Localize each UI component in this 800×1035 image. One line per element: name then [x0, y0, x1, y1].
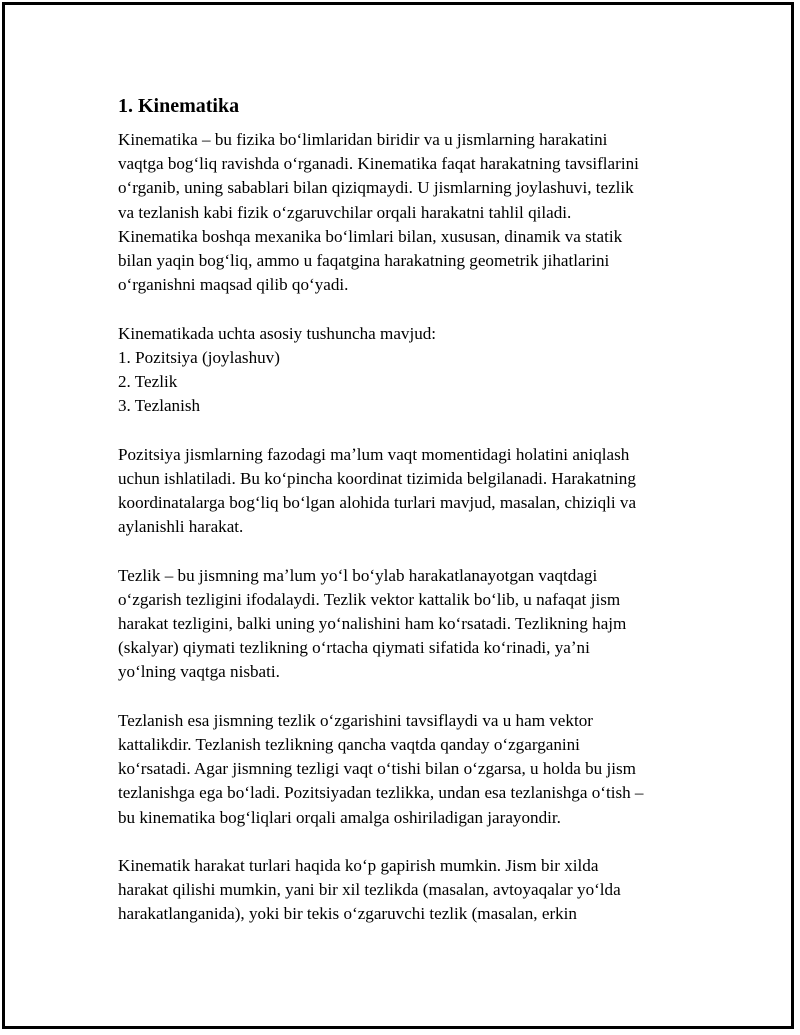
text-line: harakatlanganida), yoki bir tekis oʻzgaruvchi tezlik (masalan, erkin — [118, 904, 577, 924]
paragraph-concepts-list — [118, 322, 698, 419]
paragraph-intro — [118, 128, 698, 297]
text-line: vaqtga bogʻliq ravishda oʻrganadi. Kinematika faqat harakatning tavsiflarini — [118, 154, 639, 174]
text-line: Kinematik harakat turlari haqida koʻp gapirish mumkin. Jism bir xilda — [118, 856, 599, 876]
list-item: 3. Tezlanish — [118, 396, 201, 416]
text-line: va tezlanish kabi fizik oʻzgaruvchilar orqali harakatni tahlil qiladi. — [118, 202, 572, 222]
paragraph-velocity — [118, 564, 698, 685]
text-line: aylanishli harakat. — [118, 517, 244, 537]
text-line: oʻrganib, uning sabablari bilan qiziqmaydi. U jismlarning joylashuvi, tezlik — [118, 178, 634, 198]
text-line: Kinematika boshqa mexanika boʻlimlari bilan, xususan, dinamik va statik — [118, 226, 623, 246]
text-line: Tezlik – bu jismning maʼlum yoʻl boʻylab harakatlanayotgan vaqtdagi — [118, 565, 598, 585]
text-line: harakat qilishi mumkin, yani bir xil tezlikda (masalan, avtoyaqalar yoʻlda — [118, 880, 621, 900]
list-intro-line: Kinematikada uchta asosiy tushuncha mavjud: — [118, 323, 437, 343]
text-line: Pozitsiya jismlarning fazodagi maʼlum vaqt momentidagi holatini aniqlash — [118, 444, 630, 464]
text-line: harakat tezligini, balki uning yoʻnalishini ham koʻrsatadi. Tezlikning hajm — [118, 614, 627, 634]
section-heading: 1. Kinematika — [118, 95, 240, 117]
text-line: (skalyar) qiymati tezlikning oʻrtacha qiymati sifatida koʻrinadi, yaʼni — [118, 638, 590, 658]
text-line: yoʻlning vaqtga nisbati. — [118, 662, 280, 682]
list-item: 2. Tezlik — [118, 372, 178, 392]
document-body — [118, 92, 698, 951]
text-line: tezlanishga ega boʻladi. Pozitsiyadan tezlikka, undan esa tezlanishga oʻtish – — [118, 783, 644, 803]
text-line: koʻrsatadi. Agar jismning tezligi vaqt oʻtishi bilan oʻzgarsa, u holda bu jism — [118, 759, 636, 779]
text-line: bu kinematika bogʻliqlari orqali amalga oshiriladigan jarayondir. — [118, 807, 561, 827]
paragraph-motion-types — [118, 854, 698, 927]
text-line: Tezlanish esa jismning tezlik oʻzgarishini tavsiflaydi va u ham vektor — [118, 710, 593, 730]
text-line: koordinatalarga bogʻliq boʻlgan alohida turlari mavjud, masalan, chiziqli va — [118, 493, 637, 513]
paragraph-position — [118, 443, 698, 540]
text-line: uchun ishlatiladi. Bu koʻpincha koordinat tizimida belgilanadi. Harakatning — [118, 468, 636, 488]
paragraph-acceleration — [118, 709, 698, 830]
text-line: oʻzgarish tezligini ifodalaydi. Tezlik vektor kattalik boʻlib, u nafaqat jism — [118, 589, 621, 609]
text-line: Kinematika – bu fizika boʻlimlaridan biridir va u jismlarning harakatini — [118, 130, 608, 149]
text-line: bilan yaqin bogʻliq, ammo u faqatgina harakatning geometrik jihatlarini — [118, 251, 610, 271]
text-line: oʻrganishni maqsad qilib qoʻyadi. — [118, 275, 349, 295]
text-line: kattalikdir. Tezlanish tezlikning qancha vaqtda qanday oʻzgarganini — [118, 735, 580, 755]
list-item: 1. Pozitsiya (joylashuv) — [118, 347, 280, 367]
